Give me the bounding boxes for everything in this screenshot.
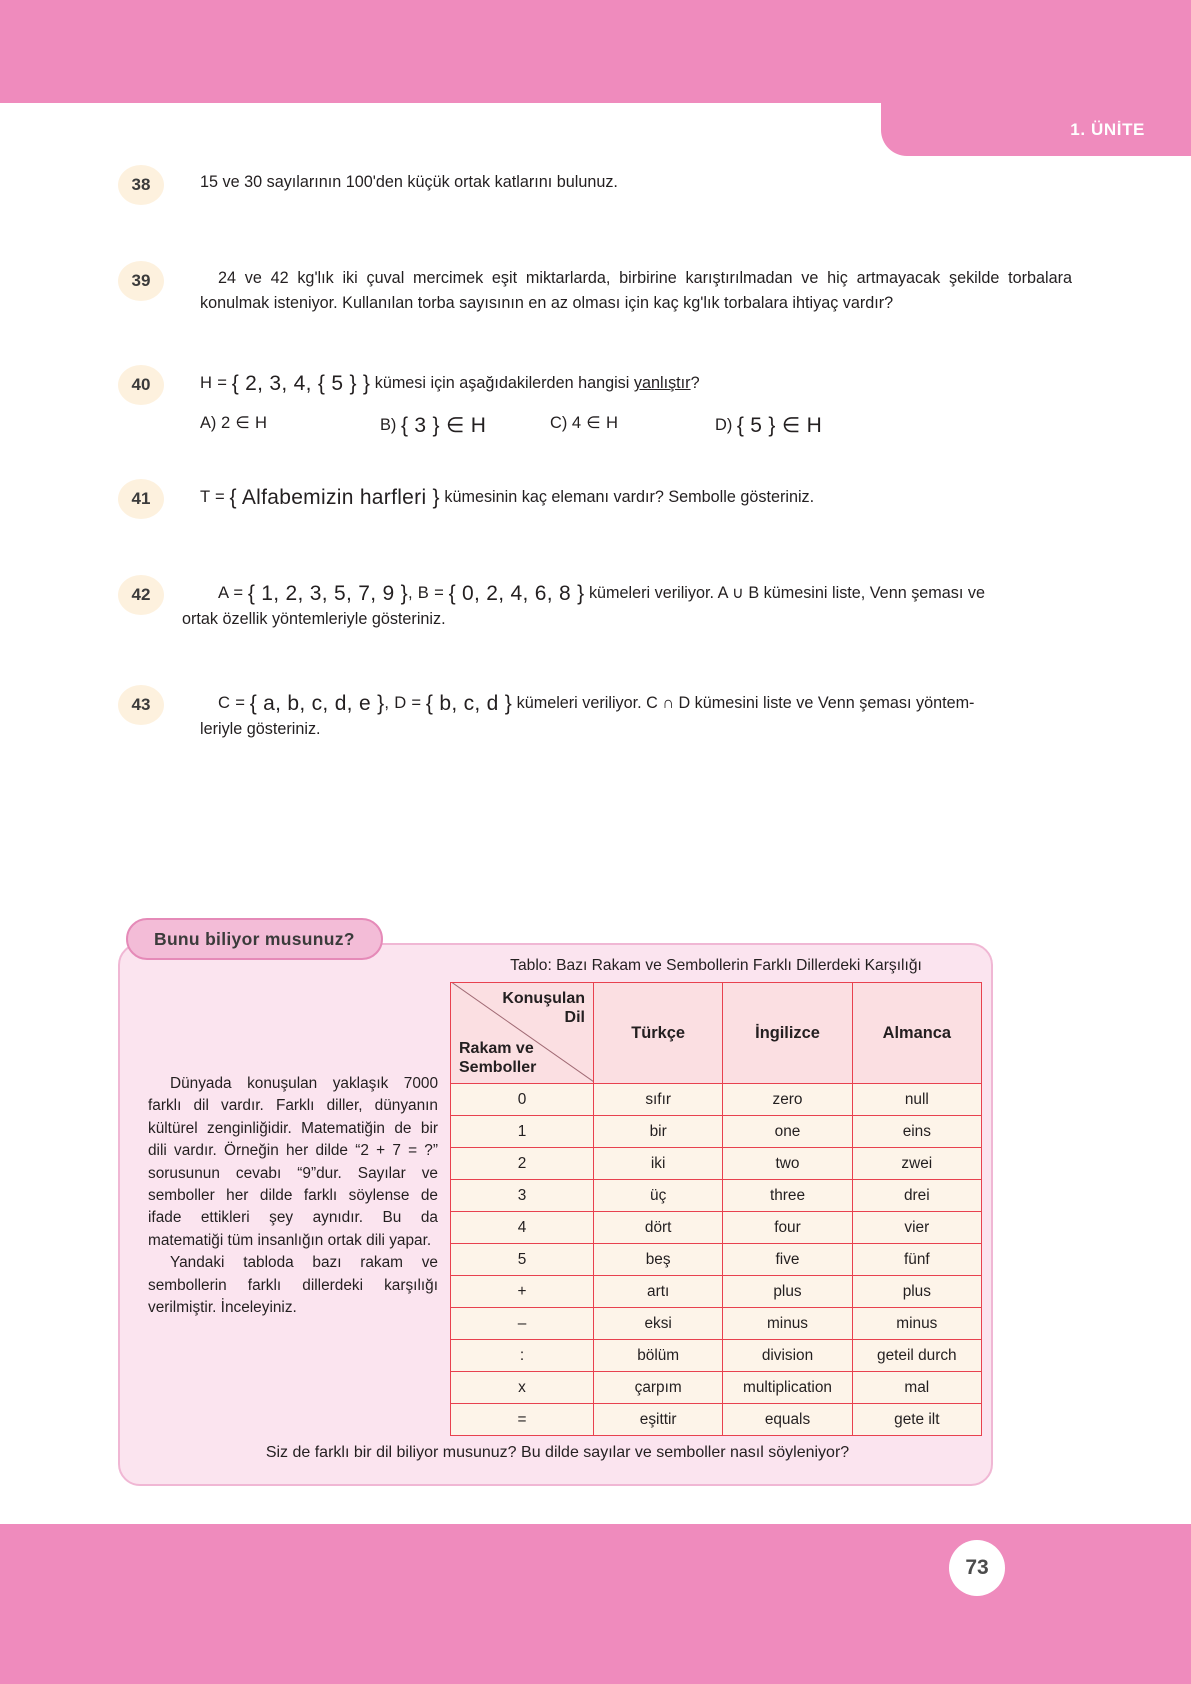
did-you-know-tab: Bunu biliyor musunuz? (126, 918, 383, 960)
option-d-value: { 5 } ∈ H (736, 414, 823, 437)
cell-english: three (723, 1180, 852, 1212)
question-40-stem-set: { 2, 3, 4, { 5 } } (231, 372, 371, 395)
question-42-set-a: { 1, 2, 3, 5, 7, 9 } (247, 582, 408, 605)
cell-symbol: 4 (451, 1212, 594, 1244)
question-number-badge: 42 (118, 575, 164, 615)
question-43-set-a: { a, b, c, d, e } (249, 692, 385, 715)
question-41-suffix: kümesinin kaç elemanı vardır? Sembolle gösteriniz. (444, 488, 815, 506)
question-43-prefix-b: , D = (384, 693, 422, 712)
corner-top-label (502, 989, 585, 1027)
question-42-tail: kümeleri veriliyor. A ∪ B kümesini liste, Venn şeması ve (588, 584, 985, 602)
question-43-line2: leriyle gösteriniz. (200, 720, 321, 738)
did-you-know-text (148, 1073, 438, 1319)
question-40-stem (200, 370, 1080, 396)
cell-english: division (723, 1340, 852, 1372)
did-you-know-box (118, 918, 993, 1486)
did-you-know-paragraph-1: Dünyada konuşulan yaklaşık 7000 farklı dil vardır. Farklı diller, dünyanın kültürel zenginliğidir. Matematiğin de bir dili vardır. Örneğin her dilde “2 + 7 = ?” sorusunun cevabı “9”dur. Sayılar ve semboller her dilde farklı söylense de ifade ettikleri şey aynıdır. Bu da matematiği tüm insanlığın ortak dili yapar. (148, 1075, 438, 1249)
cell-symbol: – (451, 1308, 594, 1340)
option-a-key: A) (200, 414, 217, 432)
bottom-pink-band (0, 1524, 1191, 1684)
question-41-prefix: T = (200, 487, 226, 506)
cell-turkish: bir (594, 1116, 723, 1148)
cell-symbol: 2 (451, 1148, 594, 1180)
cell-english: plus (723, 1276, 852, 1308)
cell-german: vier (852, 1212, 981, 1244)
question-number-badge: 43 (118, 685, 164, 725)
column-header-german: Almanca (852, 983, 981, 1084)
question-43-tail: kümeleri veriliyor. C ∩ D kümesini liste ve Venn şeması yöntem- (516, 694, 975, 712)
cell-german: zwei (852, 1148, 981, 1180)
did-you-know-body (118, 943, 993, 1486)
cell-english: multiplication (723, 1372, 852, 1404)
question-41-set: { Alfabemizin harfleri } (229, 486, 440, 509)
option-c-key: C) (550, 414, 568, 432)
question-number-badge: 40 (118, 365, 164, 405)
table-row (451, 1180, 982, 1212)
table-row (451, 1148, 982, 1180)
option-a[interactable] (200, 413, 380, 438)
cell-turkish: eşittir (594, 1404, 723, 1436)
table-row (451, 1116, 982, 1148)
table-row (451, 1084, 982, 1116)
cell-symbol: 3 (451, 1180, 594, 1212)
cell-english: equals (723, 1404, 852, 1436)
corner-top-line1: Konuşulan (502, 990, 585, 1007)
page-content (0, 103, 1191, 1524)
cell-turkish: çarpım (594, 1372, 723, 1404)
language-table-title: Tablo: Bazı Rakam ve Sembollerin Farklı Dillerdeki Karşılığı (510, 957, 922, 974)
cell-german: plus (852, 1276, 981, 1308)
page-number: 73 (949, 1540, 1005, 1596)
cell-german: mal (852, 1372, 981, 1404)
corner-bottom-label (459, 1039, 536, 1077)
option-d-key: D) (715, 416, 733, 434)
cell-english: five (723, 1244, 852, 1276)
option-b-value: { 3 } ∈ H (400, 414, 487, 437)
question-40-stem-suffix: ? (690, 374, 700, 392)
question-38-text: 15 ve 30 sayılarının 100'den küçük ortak katlarını bulunuz. (200, 173, 618, 191)
table-row (451, 1404, 982, 1436)
question-41-text (200, 484, 1080, 510)
question-number-badge: 39 (118, 261, 164, 301)
question-42-prefix-b: , B = (407, 583, 445, 602)
cell-english: zero (723, 1084, 852, 1116)
language-table-wrapper (450, 957, 982, 1436)
cell-turkish: eksi (594, 1308, 723, 1340)
cell-english: four (723, 1212, 852, 1244)
corner-top-line2: Dil (564, 1009, 585, 1026)
option-a-value: 2 ∈ H (220, 413, 268, 432)
cell-turkish: beş (594, 1244, 723, 1276)
language-table-header-row (451, 983, 982, 1084)
question-43-set-b: { b, c, d } (425, 692, 513, 715)
question-42-prefix-a: A = (218, 583, 244, 602)
cell-english: one (723, 1116, 852, 1148)
cell-turkish: iki (594, 1148, 723, 1180)
corner-bottom-line1: Rakam ve (459, 1040, 534, 1057)
question-40-stem-prefix: H = (200, 373, 228, 392)
language-table-corner-cell (451, 983, 594, 1084)
cell-german: null (852, 1084, 981, 1116)
cell-turkish: bölüm (594, 1340, 723, 1372)
cell-symbol: x (451, 1372, 594, 1404)
question-39-text: 24 ve 42 kg'lık iki çuval mercimek eşit miktarlarda, birbirine karıştırılmadan ve hiç artmayacak şekilde torbalara konulmak isteniyor. Kullanılan torba sayısının en az olması için kaç kg'lık torbalara ihtiyaç vardır? (200, 269, 1072, 312)
cell-symbol: + (451, 1276, 594, 1308)
cell-german: eins (852, 1116, 981, 1148)
cell-english: two (723, 1148, 852, 1180)
question-42-text (200, 580, 1090, 606)
question-40-stem-emphasis: yanlıştır (633, 374, 691, 392)
option-d[interactable] (715, 413, 822, 438)
corner-bottom-line2: Semboller (459, 1059, 537, 1076)
cell-german: drei (852, 1180, 981, 1212)
did-you-know-paragraph-2: Yandaki tabloda bazı rakam ve sembollerin farklı dillerdeki karşılığı verilmiştir. İnceleyiniz. (148, 1254, 438, 1317)
question-42-line2: ortak özellik yöntemleriyle gösteriniz. (182, 610, 446, 628)
cell-symbol: 0 (451, 1084, 594, 1116)
cell-symbol: = (451, 1404, 594, 1436)
question-number-badge: 38 (118, 165, 164, 205)
cell-german: gete ilt (852, 1404, 981, 1436)
option-b[interactable] (380, 413, 550, 438)
table-row (451, 1308, 982, 1340)
top-pink-band (0, 0, 1191, 103)
cell-english: minus (723, 1308, 852, 1340)
question-40-stem-mid: kümesi için aşağıdakilerden hangisi (374, 374, 630, 392)
cell-german: geteil durch (852, 1340, 981, 1372)
option-c[interactable] (550, 413, 715, 438)
cell-symbol: 1 (451, 1116, 594, 1148)
table-row (451, 1244, 982, 1276)
cell-turkish: sıfır (594, 1084, 723, 1116)
question-number-badge: 41 (118, 479, 164, 519)
cell-turkish: üç (594, 1180, 723, 1212)
question-42-set-b: { 0, 2, 4, 6, 8 } (448, 582, 585, 605)
question-43-prefix-a: C = (218, 693, 246, 712)
column-header-turkish: Türkçe (594, 983, 723, 1084)
option-b-key: B) (380, 416, 397, 434)
did-you-know-footer: Siz de farklı bir dil biliyor musunuz? Bu dilde sayılar ve semboller nasıl söyleniyor? (265, 1444, 850, 1461)
cell-turkish: dört (594, 1212, 723, 1244)
table-row (451, 1276, 982, 1308)
cell-symbol: : (451, 1340, 594, 1372)
option-c-value: 4 ∈ H (571, 413, 619, 432)
language-table (450, 982, 982, 1436)
question-40-options (200, 413, 900, 438)
table-row (451, 1212, 982, 1244)
cell-symbol: 5 (451, 1244, 594, 1276)
language-table-body (451, 1084, 982, 1436)
question-43-text (200, 690, 1090, 716)
cell-turkish: artı (594, 1276, 723, 1308)
table-row (451, 1340, 982, 1372)
unit-label: 1. ÜNİTE (881, 103, 1191, 156)
table-row (451, 1372, 982, 1404)
cell-german: minus (852, 1308, 981, 1340)
cell-german: fünf (852, 1244, 981, 1276)
column-header-english: İngilizce (723, 983, 852, 1084)
